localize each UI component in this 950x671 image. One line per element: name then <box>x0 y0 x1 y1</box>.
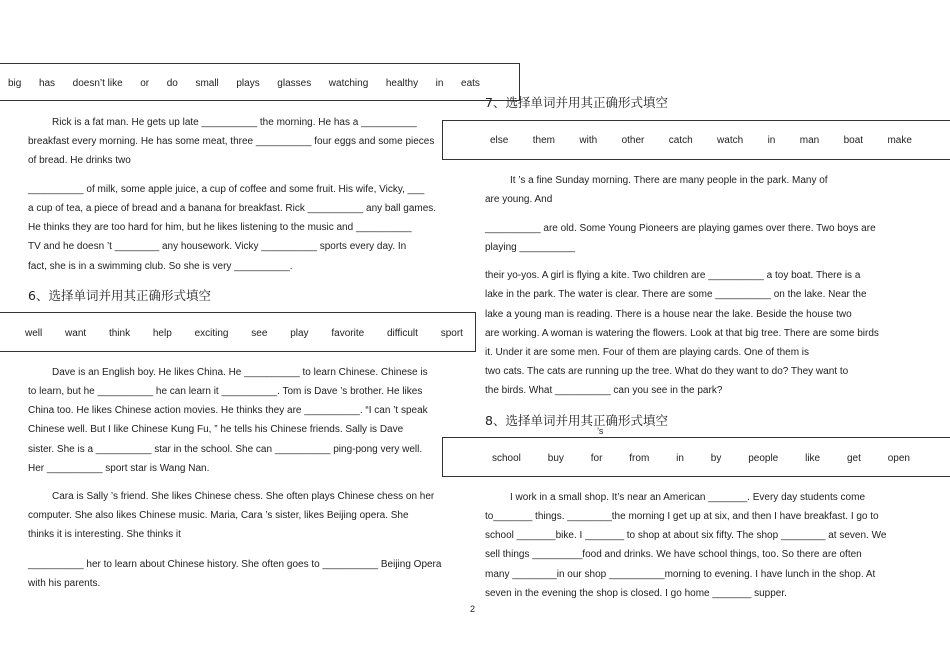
word-bank-6 <box>25 328 463 339</box>
word-item: make <box>887 135 912 146</box>
word-item: get <box>846 453 861 464</box>
text-line: lake a young man is reading. There is a house near the lake. Beside the house two <box>485 309 852 320</box>
text-line: school _______bike. I _______ to shop at about six fifty. The shop ________ at seven. We <box>485 530 887 541</box>
text-line: Rick is a fat man. He gets up late __________ the morning. He has a __________ <box>52 117 417 128</box>
text-line: to learn, but he __________ he can learn it __________. Tom is Dave ’s brother. He likes <box>28 386 423 397</box>
word-item: boat <box>843 135 864 146</box>
text-line: He thinks they are too hard for him, but he likes listening to the music and __________ <box>28 222 412 233</box>
word-item: or <box>140 78 150 89</box>
text-line: a cup of tea, a piece of bread and a banana for breakfast. Rick __________ any ball games. <box>28 203 437 214</box>
word-item: think <box>108 328 131 339</box>
text-line: __________ of milk, some apple juice, a cup of coffee and some fruit. His wife, Vicky, ___ <box>28 184 425 195</box>
word-item: in <box>435 78 444 89</box>
word-item: else <box>490 135 509 146</box>
text-line: Chinese well. But I like Chinese Kung Fu, ” he tells his Chinese friends. Sally is Dave <box>28 424 404 435</box>
word-item: buy <box>547 453 564 464</box>
text-line: sell things _________food and drinks. We have school things, too. So there are often <box>485 549 862 560</box>
word-item: has <box>38 78 56 89</box>
text-line: two cats. The cats are running up the tree. What do they want to do? They want to <box>485 366 849 377</box>
text-line: Dave is an English boy. He likes China. He __________ to learn Chinese. Chinese is <box>52 367 428 378</box>
possessive-mark: ’s <box>597 426 604 436</box>
text-line: it. Under it are some men. Four of them are playing cards. One of them is <box>485 347 810 358</box>
word-item: them <box>532 135 555 146</box>
word-item: play <box>290 328 309 339</box>
word-item: exciting <box>194 328 229 339</box>
text-line: lake in the park. The water is clear. There are some __________ on the lake. Near the <box>485 289 867 300</box>
word-item: do <box>166 78 178 89</box>
word-item: plays <box>236 78 260 89</box>
page-number: 2 <box>470 604 476 614</box>
text-line: many ________in our shop __________morning to evening. I have lunch in the shop. At <box>485 569 876 580</box>
text-line: thinks it is interesting. She thinks it <box>28 529 181 540</box>
text-line: are working. A woman is watering the flowers. Look at that big tree. There are some birds <box>485 328 879 339</box>
text-line: seven in the evening the shop is closed. I go home _______ supper. <box>485 588 787 599</box>
word-item: small <box>195 78 219 89</box>
text-line: breakfast every morning. He has some meat, three __________ four eggs and some pieces <box>28 136 435 147</box>
word-item: from <box>629 453 650 464</box>
word-item: like <box>805 453 821 464</box>
word-item: eats <box>461 78 480 89</box>
word-item: catch <box>668 135 693 146</box>
text-line: Cara is Sally ’s friend. She likes Chinese chess. She often plays Chinese chess on her <box>52 491 435 502</box>
word-item: sport <box>440 328 463 339</box>
word-item: watching <box>328 78 369 89</box>
text-line: fact, she is in a swimming club. So she is very __________. <box>28 261 293 272</box>
text-line: to_______ things. ________the morning I get up at six, and then I have breakfast. I go to <box>485 511 879 522</box>
word-item: man <box>799 135 820 146</box>
word-item: watch <box>717 135 744 146</box>
text-line: the birds. What __________ can you see in the park? <box>485 385 723 396</box>
word-item: glasses <box>277 78 312 89</box>
word-item: well <box>25 328 43 339</box>
text-line: with his parents. <box>28 578 101 589</box>
word-item: healthy <box>385 78 419 89</box>
word-item: in <box>767 135 776 146</box>
text-line: sister. She is a __________ star in the school. She can __________ ping-pong very well. <box>28 444 423 455</box>
text-line: TV and he doesn ’t ________ any housework. Vicky __________ sports every day. In <box>28 241 407 252</box>
word-item: favorite <box>331 328 365 339</box>
word-item: people <box>748 453 779 464</box>
word-item: in <box>676 453 684 464</box>
text-line: It ’s a fine Sunday morning. There are many people in the park. Many of <box>510 175 828 186</box>
word-item: school <box>492 453 521 464</box>
word-item: doesn’t like <box>72 78 123 89</box>
word-item: by <box>710 453 722 464</box>
word-bank-7 <box>490 135 912 146</box>
word-item: big <box>8 78 22 89</box>
text-line: I work in a small shop. It’s near an American _______. Every day students come <box>510 492 865 503</box>
text-line: Her __________ sport star is Wang Nan. <box>28 463 210 474</box>
word-item: see <box>251 328 268 339</box>
text-line: __________ are old. Some Young Pioneers are playing games over there. Two boys are <box>485 223 876 234</box>
word-bank-8 <box>492 453 910 464</box>
section-7-heading: 7、选择单词并用其正确形式填空 <box>485 95 668 110</box>
section-8-heading: 8、选择单词并用其正确形式填空 <box>485 413 668 428</box>
word-item: for <box>590 453 603 464</box>
word-bank-5 <box>8 78 480 89</box>
text-line: computer. She also likes Chinese music. Maria, Cara ’s sister, likes Beijing opera. She <box>28 510 409 521</box>
word-item: difficult <box>386 328 418 339</box>
text-line: are young. And <box>485 194 553 205</box>
text-line: China too. He likes Chinese action movies. He thinks they are __________. “I can ’t speak <box>28 405 428 416</box>
text-line: their yo-yos. A girl is flying a kite. Two children are __________ a toy boat. There is a <box>485 270 861 281</box>
text-line: __________ her to learn about Chinese history. She often goes to __________ Beijing Opera <box>28 559 442 570</box>
word-item: open <box>887 453 910 464</box>
word-item: want <box>65 328 87 339</box>
text-line: of bread. He drinks two <box>28 155 131 166</box>
section-6-heading: 6、选择单词并用其正确形式填空 <box>28 288 211 303</box>
word-item: other <box>621 135 645 146</box>
word-item: with <box>579 135 598 146</box>
word-item: help <box>152 328 172 339</box>
text-line: playing __________ <box>485 242 576 253</box>
